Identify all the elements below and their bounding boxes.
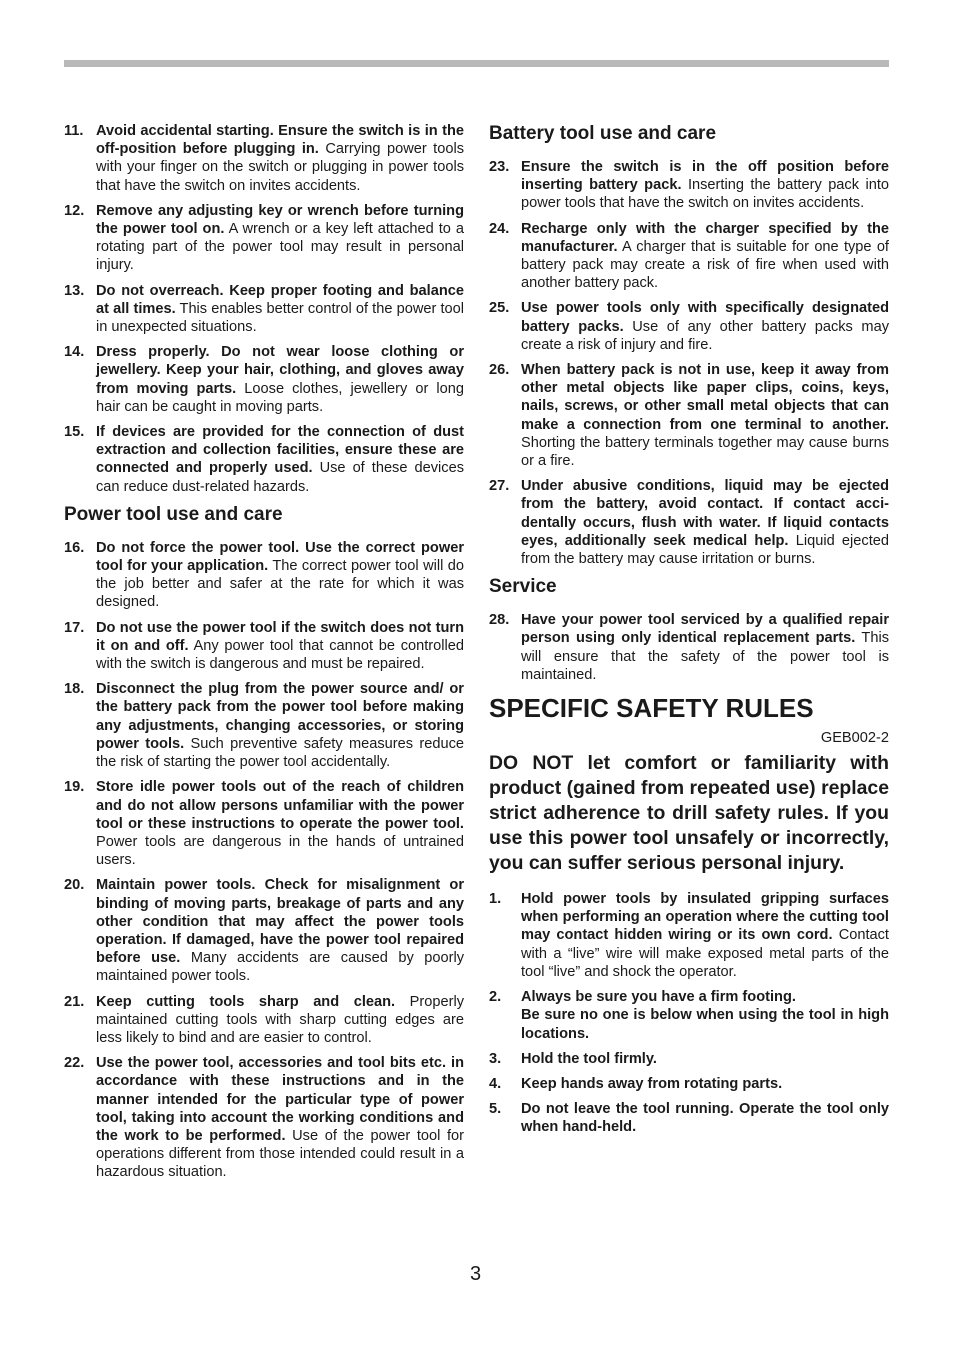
item-text: [96, 343, 464, 416]
list-item: [489, 361, 889, 470]
service-list: [489, 611, 889, 684]
item-bold-text: Have your power tool serviced by a qualified repair person using only identical replacement parts.: [521, 612, 889, 647]
item-bold-text: Always be sure you have a firm footing.: [521, 989, 796, 1006]
item-number: 11.: [64, 123, 84, 139]
item-body-text: This will ensure that the safety of the power tool is maintained.: [521, 630, 889, 683]
list-item: [64, 202, 464, 275]
list-item: [489, 890, 889, 981]
item-body-text: Properly maintained cutting tools with sharp cutting edges are less likely to bind and are easier to control.: [96, 993, 464, 1046]
item-text: [96, 122, 464, 195]
item-bold-text: Do not force the power tool. Use the correct power tool for your application.: [96, 539, 464, 575]
item-bold-text: Maintain power tools. Check for misalignment or binding of moving parts, breakage of parts and any other condition that may affect the power tools operation. If damaged, have the power tool repaired before use.: [96, 877, 464, 967]
item-body-text: A wrench or a key left attached to a rotating part of the power tool may result in personal injury.: [96, 221, 464, 274]
item-text: [521, 477, 889, 568]
item-text: [96, 423, 464, 496]
item-body-text: Liquid ejected from the battery may cause irritation or burns.: [521, 532, 889, 568]
item-text: [521, 220, 889, 293]
service-heading: Service: [489, 576, 557, 598]
list-item: [64, 122, 464, 195]
item-number: 1.: [489, 891, 502, 908]
battery-tool-heading: Battery tool use and care: [489, 123, 717, 144]
item-body-text: Any power tool that cannot be controlled with the switch is dangerous and must be repaired.: [96, 637, 464, 673]
item-text: [96, 876, 464, 985]
item-text: [96, 539, 464, 612]
list-item: [489, 1050, 889, 1068]
item-bold-text: Avoid accidental starting. Ensure the switch is in the off-position before plugging in.: [96, 123, 464, 158]
list-item: [489, 477, 889, 568]
item-bold-text: If devices are provided for the connection of dust extraction and collection facilities, ensure these are connected and properly used.: [96, 424, 464, 477]
header-rule: [64, 60, 889, 67]
item-number: 17.: [64, 619, 85, 636]
item-text: [521, 361, 889, 470]
item-number: 12.: [64, 202, 85, 219]
item-bold-text: Under abusive conditions, liquid may be ejected from the battery, avoid contact. If contact accidentally occurs, flush with water. If liquid contacts eyes, additionally seek medical help.: [521, 478, 889, 549]
item-text: [96, 282, 464, 337]
list-item: [64, 619, 464, 674]
item-body-text: Many accidents are caused by poorly maintained power tools.: [96, 950, 464, 985]
item-bold-text: Hold the tool firmly.: [521, 1050, 657, 1067]
item-number: 28.: [489, 612, 510, 629]
document-code: GEB002-2: [820, 730, 889, 747]
item-text: [521, 1100, 889, 1136]
item-number: 5.: [489, 1101, 502, 1118]
item-bold-text: Dress properly. Do not wear loose clothing or jewellery. Keep your hair, clothing, and gloves away from moving parts.: [96, 344, 464, 397]
item-text: [521, 611, 889, 684]
item-bold-text: Ensure the switch is in the off position before inserting battery pack.: [521, 159, 889, 194]
item-text: [96, 1054, 464, 1181]
list-item: [64, 876, 464, 985]
list-item: [64, 1054, 464, 1181]
item-body-text: Inserting the battery pack into power tools that have the switch on invites accidents.: [521, 177, 889, 212]
list-item: [489, 299, 889, 354]
item-bold-text: Remove any adjusting key or wrench before turning the power tool on.: [96, 202, 464, 238]
item-body-text: Loose clothes, jewellery or long hair can be caught in moving parts.: [96, 380, 464, 415]
item-body-text: Shorting the battery terminals together may cause burns or a fire.: [521, 434, 889, 470]
list-item: [64, 343, 464, 416]
item-body-text: This enables better control of the power tool in unexpected situations.: [96, 300, 464, 336]
list-item: [64, 778, 464, 869]
list-item: [489, 1100, 889, 1136]
item-body-text: Carrying power tools with your finger on the switch or plugging in power tools that have the switch on invites accidents.: [96, 141, 465, 194]
item-bold-text: Do not use the power tool if the switch does not turn it on and off.: [96, 619, 464, 654]
item-body-text: Power tools are dangerous in the hands of untrained users.: [96, 833, 464, 869]
power-tool-list: [64, 539, 464, 1182]
item-body-text: Use of any other battery packs may create a risk of injury and fire.: [521, 318, 889, 353]
list-item: [489, 1075, 889, 1093]
warning-paragraph: DO NOT let comfort or familiarity with product (gained from repeated use) replace strict adherence to drill safety rules. If you use this power tool unsafely or incorrectly, you can suffer serious personal injury.: [489, 752, 889, 875]
item-text: [96, 680, 464, 771]
item-body-text: Use of the power tool for operations different from those intended could result in a hazardous situation.: [96, 1127, 465, 1181]
item-text: [96, 619, 464, 674]
list-item: [64, 282, 464, 337]
item-number: 2.: [489, 989, 502, 1006]
item-bold-text: Use the power tool, accessories and tool bits etc. in accordance with these instructions and in the manner intended for the particular type of power tool, taking into account the working conditions and the work to be performed.: [96, 1055, 464, 1144]
item-text: [521, 158, 889, 213]
list-item: [64, 993, 464, 1048]
item-text: [521, 890, 889, 981]
item-bold-text: Use power tools only with specifically designated battery packs.: [521, 300, 889, 335]
battery-tool-list: [489, 158, 889, 568]
item-bold-text: Keep hands away from rotating parts.: [521, 1075, 783, 1092]
specific-safety-heading: SPECIFIC SAFETY RULES: [489, 693, 814, 724]
item-text: [96, 202, 464, 275]
item-number: 14.: [64, 344, 85, 361]
item-number: 16.: [64, 539, 85, 556]
item-text: [521, 299, 889, 354]
item-bold-text: Store idle power tools out of the reach of children and do not allow persons unfamiliar with the power tool or these instructions to operate the power tool.: [96, 779, 464, 832]
power-tool-heading: Power tool use and care: [64, 503, 283, 525]
item-number: 23.: [489, 159, 510, 175]
item-bold-text: Recharge only with the charger specified by the manufacturer.: [521, 220, 889, 255]
general-safety-list: [64, 122, 464, 496]
item-bold-text: Do not leave the tool running. Operate the tool only when hand-held.: [521, 1101, 889, 1136]
list-item: [489, 220, 889, 293]
item-number: 20.: [64, 877, 85, 894]
item-number: 19.: [64, 779, 85, 796]
list-item: [489, 611, 889, 684]
item-text: [96, 778, 464, 869]
item-number: 3.: [489, 1050, 502, 1067]
item-number: 21.: [64, 993, 85, 1010]
specific-safety-list: [489, 890, 889, 1136]
list-item: [64, 539, 464, 612]
item-text: [521, 1050, 889, 1068]
item-bold-text: Do not overreach. Keep proper footing and balance at all times.: [96, 282, 464, 317]
page-number: 3: [470, 1263, 482, 1285]
item-number: 18.: [64, 681, 85, 698]
list-item: [64, 423, 464, 496]
item-body-text: The correct power tool will do the job better and safer at the rate for which it was designed.: [96, 558, 464, 611]
item-bold-text: Keep cutting tools sharp and clean.: [96, 993, 396, 1010]
right-column: [489, 122, 889, 1144]
left-column: [64, 122, 464, 1189]
item-number: 26.: [489, 362, 510, 379]
item-body-text: Contact with a “live” wire will make exposed metal parts of the tool “live” and shock the operator.: [521, 927, 889, 980]
item-body-text: Such preventive safety measures reduce the risk of starting the power tool accidentally.: [96, 735, 464, 771]
item-text: [521, 988, 889, 1043]
item-body-text: Use of these devices can reduce dust-related hazards.: [96, 460, 464, 495]
list-item: [64, 680, 464, 771]
item-bold-text: Disconnect the plug from the power source and/ or the battery pack from the power tool before making any adjustments, changing accessories, or storing power tools.: [96, 681, 464, 752]
item-bold-text: When battery pack is not in use, keep it away from other metal objects like paper clips, coins, keys, nails, screws, or other small metal objects that can make a connection from one terminal to another.: [521, 362, 889, 433]
item-number: 25.: [489, 300, 510, 317]
list-item: [489, 988, 889, 1043]
list-item: [489, 158, 889, 213]
item-number: 13.: [64, 282, 85, 299]
item-text: [521, 1075, 889, 1093]
item-bold-text: Hold power tools by insulated gripping surfaces when performing an operation where the cutting tool may contact hidden wiring or its own cord.: [521, 891, 889, 944]
item-number: 4.: [489, 1075, 502, 1092]
item-text: [96, 993, 464, 1048]
item-number: 22.: [64, 1055, 85, 1072]
item-number: 24.: [489, 220, 510, 237]
item-number: 27.: [489, 478, 510, 495]
item-body-text: A charger that is suitable for one type of battery pack may create a risk of fire when used with another battery pack.: [521, 238, 889, 292]
item-bold-text-2: Be sure no one is below when using the tool in high locations.: [521, 1007, 889, 1042]
item-number: 15.: [64, 424, 85, 441]
